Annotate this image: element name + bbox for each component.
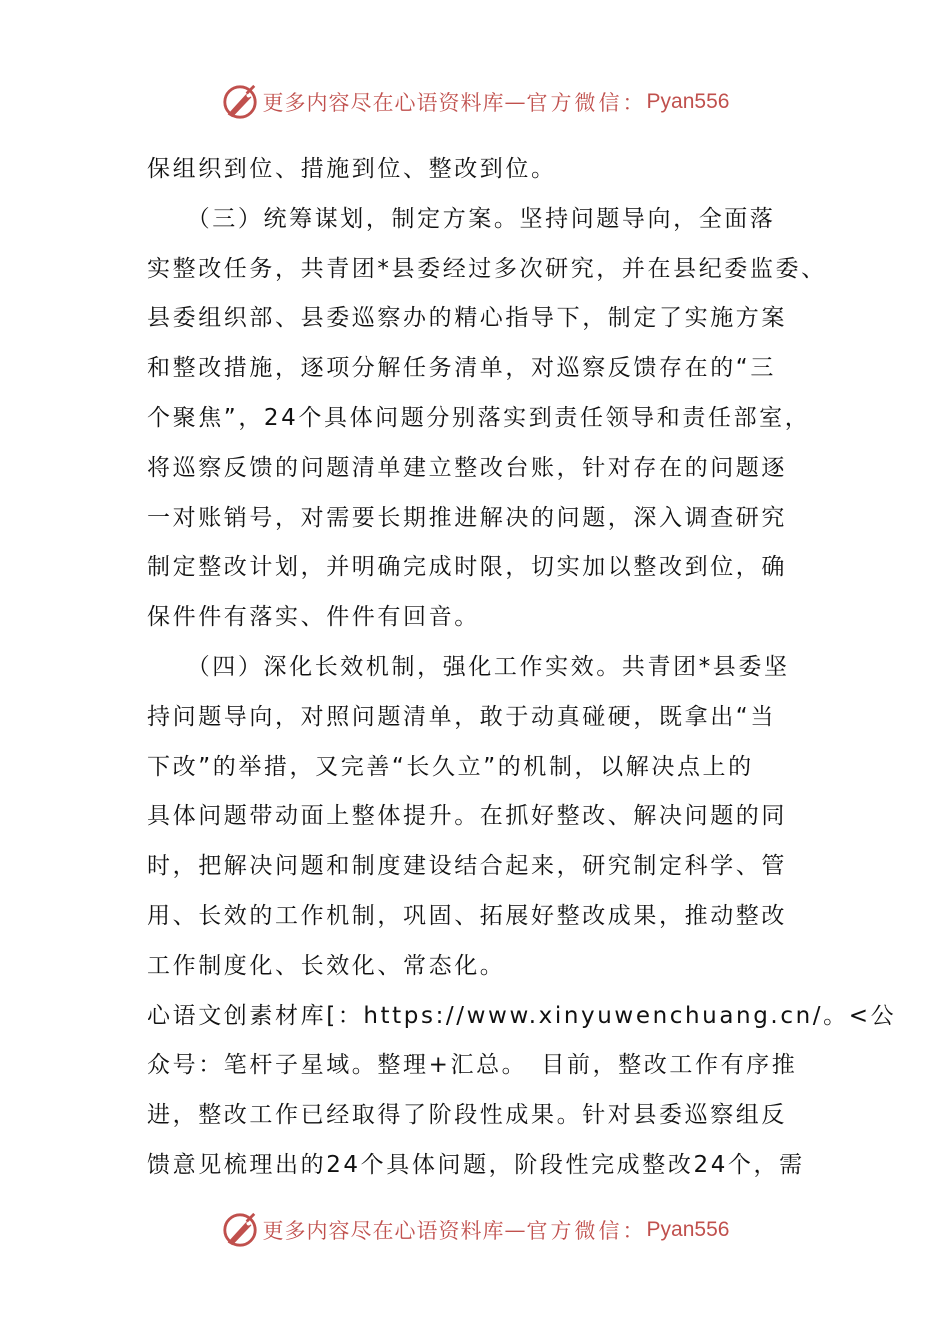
body-line: 县委组织部、县委巡察办的精心指导下，制定了实施方案 [147, 305, 787, 332]
body-line: 将巡察反馈的问题清单建立整改台账，针对存在的问题逐 [147, 454, 787, 481]
footer-wechat-label: 官方微信： [526, 1219, 647, 1243]
body-line: 一对账销号，对需要长期推进解决的问题，深入调查研究 [147, 504, 787, 531]
header-banner [0, 82, 950, 122]
footer-dash: — [504, 1218, 527, 1242]
footer-banner [0, 1210, 950, 1250]
header-wechat-id: Pyan556 [646, 90, 730, 113]
pen-nib-logo-icon [221, 83, 259, 121]
header-title: 更多内容尽在心语资料库 [262, 91, 505, 115]
header-wechat-label: 官方微信： [526, 91, 647, 115]
body-line: 实整改任务，共青团*县委经过多次研究，并在县纪委监委、 [147, 255, 827, 282]
header-dash: — [504, 90, 527, 114]
body-line: 用、长效的工作机制，巩固、拓展好整改成果，推动整改 [147, 902, 787, 929]
body-line: 心语文创素材库[：https://www.xinyuwenchuang.cn/。<公 [147, 1002, 897, 1029]
body-line: 具体问题带动面上整体提升。在抓好整改、解决问题的同 [147, 803, 787, 830]
body-line: （三）统筹谋划，制定方案。坚持问题导向，全面落 [147, 205, 776, 232]
body-line: 保组织到位、措施到位、整改到位。 [147, 156, 557, 182]
body-line: 保件件有落实、件件有回音。 [147, 604, 480, 631]
document-body [147, 145, 897, 1191]
body-line: （四）深化长效机制，强化工作实效。共青团*县委坚 [147, 653, 790, 680]
body-line: 工作制度化、长效化、常态化。 [147, 952, 506, 979]
pen-nib-logo-icon [221, 1211, 259, 1249]
body-line: 制定整改计划，并明确完成时限，切实加以整改到位，确 [147, 554, 787, 581]
body-line: 下改”的举措，又完善“长久立”的机制，以解决点上的 [147, 753, 754, 780]
body-line: 持问题导向，对照问题清单，敢于动真碰硬，既拿出“当 [147, 703, 776, 730]
footer-title: 更多内容尽在心语资料库 [262, 1219, 505, 1243]
body-line: 众号：笔杆子星域。整理+汇总。 目前，整改工作有序推 [147, 1052, 798, 1079]
body-line: 个聚焦”，24个具体问题分别落实到责任领导和责任部室， [147, 404, 811, 431]
body-line: 和整改措施，逐项分解任务清单，对巡察反馈存在的“三 [147, 355, 776, 382]
body-line: 馈意见梳理出的24个具体问题，阶段性完成整改24个，需 [147, 1151, 805, 1178]
body-line: 时，把解决问题和制度建设结合起来，研究制定科学、管 [147, 853, 787, 880]
body-line: 进，整改工作已经取得了阶段性成果。针对县委巡察组反 [147, 1102, 787, 1129]
footer-wechat-id: Pyan556 [646, 1218, 730, 1241]
